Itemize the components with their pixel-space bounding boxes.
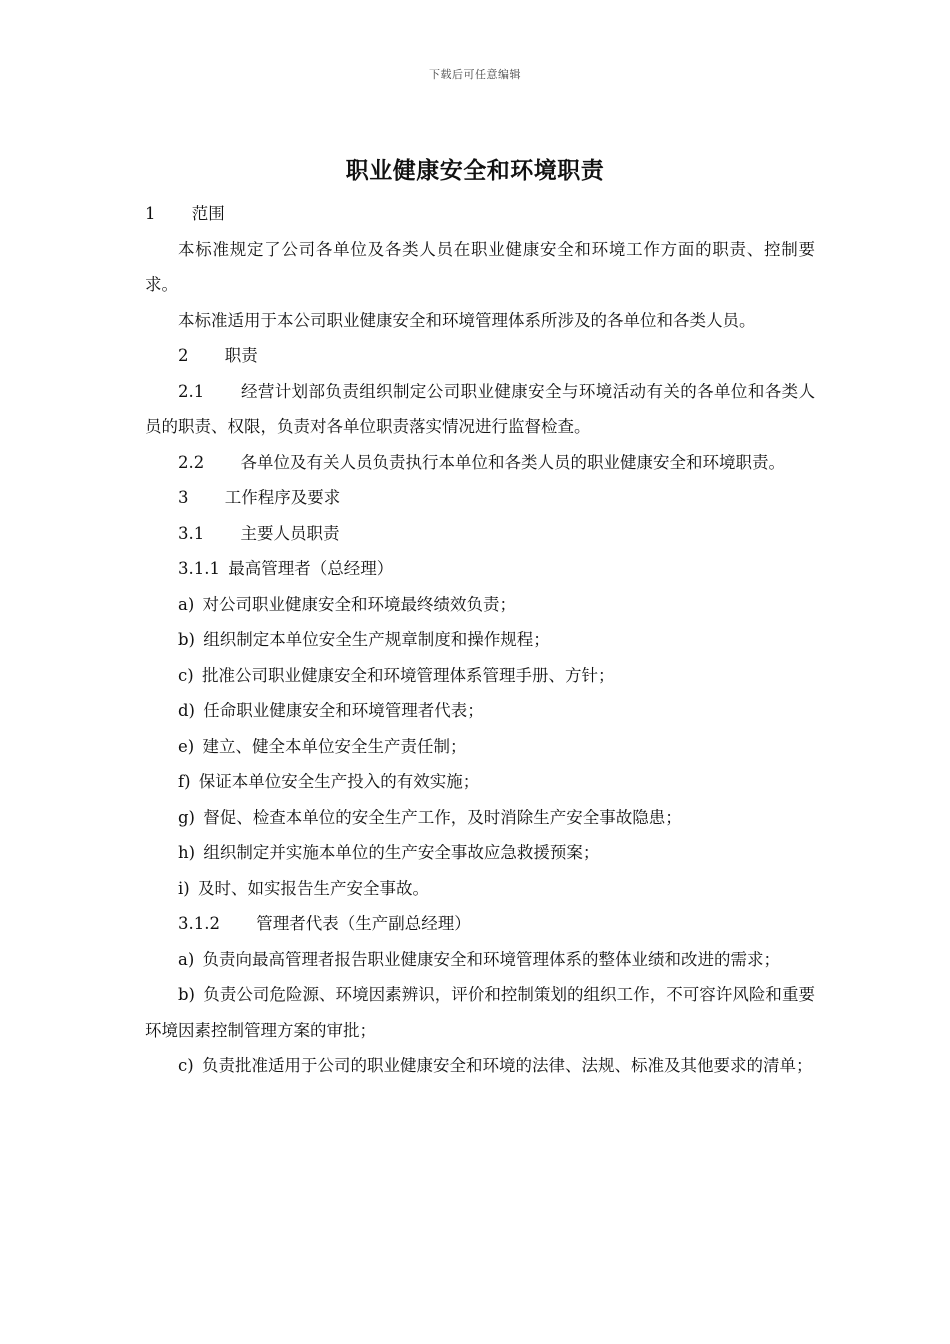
list-text: 负责向最高管理者报告职业健康安全和环境管理体系的整体业绩和改进的需求；: [202, 949, 781, 969]
list-text: 组织制定本单位安全生产规章制度和操作规程；: [203, 630, 550, 649]
list-item: [145, 693, 815, 729]
list-item: [145, 1048, 815, 1084]
list-marker: i): [178, 878, 190, 898]
clause-title: 主要人员职责: [240, 523, 340, 543]
header-note: 下载后可任意编辑: [429, 68, 521, 81]
list-marker: b): [178, 630, 195, 649]
section-title: 工作程序及要求: [224, 488, 341, 507]
section-3-heading: [145, 480, 815, 516]
section-1-heading: [145, 196, 815, 232]
clause-number: 3.1.1: [178, 559, 220, 578]
list-item: [145, 977, 815, 1048]
clause-text: 各单位及有关人员负责执行本单位和各类人员的职业健康安全和环境职责。: [240, 452, 786, 472]
list-text: 负责批准适用于公司的职业健康安全和环境的法律、法规、标准及其他要求的清单；: [201, 1056, 813, 1075]
paragraph: 本标准适用于本公司职业健康安全和环境管理体系所涉及的各单位和各类人员。: [178, 310, 756, 330]
list-item: [145, 800, 815, 836]
section-number: 3: [178, 488, 189, 507]
list-text: 建立、健全本单位安全生产责任制；: [202, 736, 467, 756]
list-marker: a): [178, 594, 195, 614]
list-marker: d): [178, 701, 195, 720]
paragraph: 本标准规定了公司各单位及各类人员在职业健康安全和环境工作方面的职责、控制要求。: [145, 239, 815, 294]
clause-number: 2.1: [178, 381, 205, 401]
list-item: [145, 622, 815, 658]
list-marker: c): [178, 1056, 194, 1075]
list-marker: g): [178, 807, 195, 827]
clause-3-1-1-heading: [145, 551, 815, 587]
list-item: [145, 764, 815, 800]
list-marker: b): [178, 985, 195, 1004]
document-body: [145, 196, 815, 1084]
list-text: 保证本单位安全生产投入的有效实施；: [198, 772, 480, 791]
list-marker: f): [178, 772, 191, 791]
list-item: [145, 835, 815, 871]
list-text: 督促、检查本单位的安全生产工作，及时消除生产安全事故隐患；: [203, 807, 682, 827]
list-marker: h): [178, 843, 196, 862]
list-text: 对公司职业健康安全和环境最终绩效负责；: [202, 594, 517, 614]
clause-3-1-heading: [145, 516, 815, 552]
section-title: 范围: [191, 204, 225, 223]
section-number: 1: [145, 204, 156, 223]
list-text: 组织制定并实施本单位的生产安全事故应急救援预案；: [203, 843, 600, 862]
list-item: [145, 871, 815, 907]
clause-2-2: [145, 445, 815, 481]
clause-2-1: [145, 374, 815, 445]
list-item: [145, 587, 815, 623]
list-marker: a): [178, 949, 195, 969]
clause-number: 3.1.2: [178, 914, 220, 933]
clause-3-1-2-heading: [145, 906, 815, 942]
clause-number: 2.2: [178, 452, 205, 472]
list-marker: c): [178, 665, 194, 685]
section-number: 2: [178, 346, 189, 365]
list-text: 任命职业健康安全和环境管理者代表；: [203, 701, 484, 720]
list-text: 及时、如实报告生产安全事故。: [197, 878, 429, 898]
clause-title: 最高管理者（总经理）: [228, 559, 394, 578]
document-title: 职业健康安全和环境职责: [345, 157, 605, 184]
list-item: [145, 729, 815, 765]
clause-number: 3.1: [178, 523, 205, 543]
list-text: 负责公司危险源、环境因素辨识，评价和控制策划的组织工作，不可容许风险和重要环境因素控制管理方案的审批；: [145, 985, 815, 1040]
section-title: 职责: [224, 346, 258, 365]
clause-text: 经营计划部负责组织制定公司职业健康安全与环境活动有关的各单位和各类人员的职责、权限，负责对各单位职责落实情况进行监督检查。: [145, 381, 815, 436]
list-item: [145, 658, 815, 694]
list-marker: e): [178, 736, 195, 756]
list-item: [145, 942, 815, 978]
section-2-heading: [145, 338, 815, 374]
list-text: 批准公司职业健康安全和环境管理体系管理手册、方针；: [201, 665, 615, 685]
clause-title: 管理者代表（生产副总经理）: [256, 914, 471, 933]
